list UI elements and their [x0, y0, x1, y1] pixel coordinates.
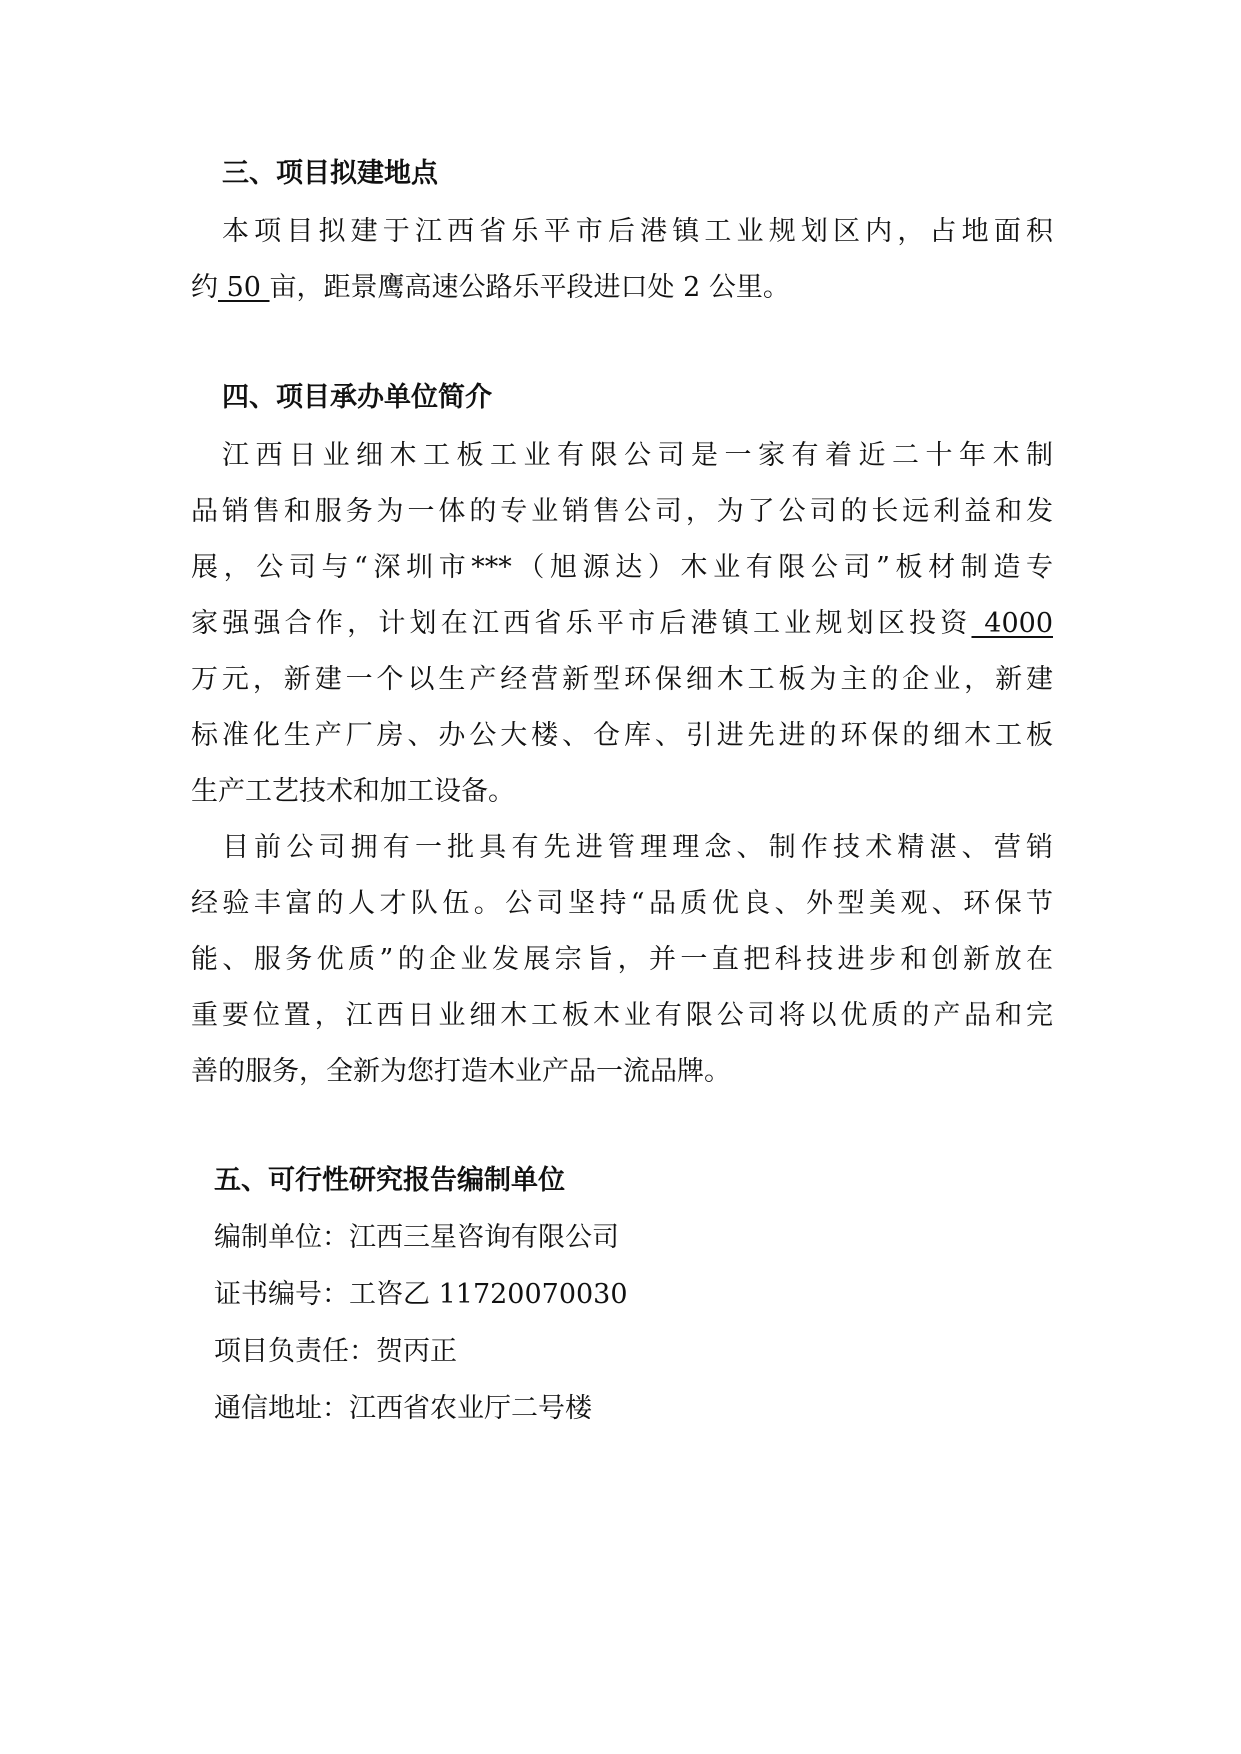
section-4-heading: 四、项目承办单位简介: [222, 382, 492, 413]
section-5-heading: 五、可行性研究报告编制单位: [214, 1165, 565, 1196]
section-4-paragraph-line: 生产工艺技术和加工设备。: [191, 776, 515, 807]
section-4-paragraph-line: 展，公司与“深圳市***（旭源达）木业有限公司”板材制造专: [191, 552, 1053, 583]
section-4-paragraph-line: 标准化生产厂房、办公大楼、仓库、引进先进的环保的细木工板: [191, 720, 1053, 751]
section-3-paragraph-line: 本项目拟建于江西省乐平市后港镇工业规划区内，占地面积: [222, 216, 1053, 247]
section-4-paragraph-line: 能、服务优质”的企业发展宗旨，并一直把科技进步和创新放在: [191, 944, 1053, 975]
section-3-heading: 三、项目拟建地点: [222, 158, 438, 189]
section-4-paragraph-line: 善的服务，全新为您打造木业产品一流品牌。: [191, 1056, 731, 1087]
section-3-paragraph-line: 约 50 亩，距景鹰高速公路乐平段进口处 2 公里。: [191, 272, 790, 303]
land-area-value: 50: [218, 272, 270, 303]
mailing-address: 通信地址：江西省农业厅二号楼: [214, 1393, 592, 1424]
section-4-paragraph-line: 目前公司拥有一批具有先进管理理念、制作技术精湛、营销: [222, 832, 1053, 863]
section-4-paragraph-line: 品销售和服务为一体的专业销售公司，为了公司的长远利益和发: [191, 496, 1053, 527]
section-4-paragraph-line: 万元，新建一个以生产经营新型环保细木工板为主的企业，新建: [191, 664, 1053, 695]
compiler-unit: 编制单位：江西三星咨询有限公司: [214, 1222, 619, 1253]
section-4-paragraph-line: 重要位置，江西日业细木工板木业有限公司将以优质的产品和完: [191, 1000, 1053, 1031]
certificate-number: 证书编号：工咨乙 11720070030: [214, 1279, 628, 1310]
section-4-paragraph-line: 家强强合作，计划在江西省乐平市后港镇工业规划区投资 4000: [191, 608, 1053, 639]
section-4-paragraph-line: 江西日业细木工板工业有限公司是一家有着近二十年木制: [222, 440, 1053, 471]
section-4-paragraph-line: 经验丰富的人才队伍。公司坚持“品质优良、外型美观、环保节: [191, 888, 1053, 919]
project-leader: 项目负责任：贺丙正: [214, 1336, 457, 1367]
investment-amount: 4000: [971, 608, 1053, 639]
